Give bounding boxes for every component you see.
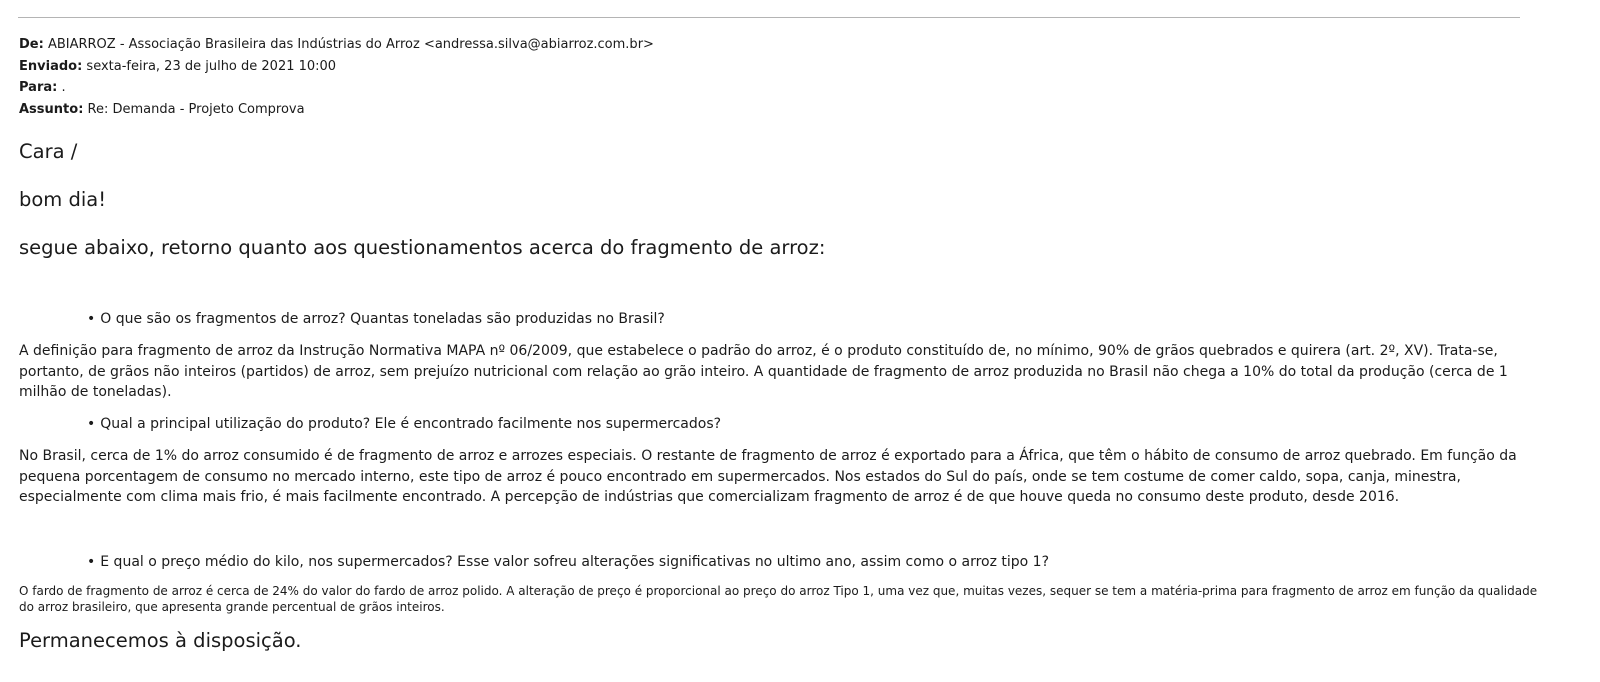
greeting: Cara / — [19, 140, 78, 163]
sent-label: Enviado: — [19, 58, 83, 74]
bullet-icon: • — [87, 311, 96, 327]
answer-2: No Brasil, cerca de 1% do arroz consumido é de fragmento de arroz e arrozes especiais. O restante de fragmento de arroz é exportado para a África, que têm o hábito de consumo de arroz quebrado. Em função da pequena porcentagem de consumo no mercado interno, este tipo de arroz é pouco encontrado em supermercados. Nos estados do Sul do país, onde se tem costume de comer caldo, sopa, canja, minestra, especialmente com clima mais frio, é mais facilmente encontrado. A percepção de indústrias que comercializam fragmento de arroz é de que houve queda no consumo deste produto, desde 2016. — [19, 448, 1517, 505]
intro-text: segue abaixo, retorno quanto aos questionamentos acerca do fragmento de arroz: — [19, 236, 826, 259]
answer-1: A definição para fragmento de arroz da Instrução Normativa MAPA nº 06/2009, que estabelece o padrão do arroz, é o produto constituído de, no mínimo, 90% de grãos quebrados e quirera (art. 2º, XV). Trata-se, portanto, de grãos não inteiros (partidos) de arroz, sem prejuízo nutricional com relação ao grão inteiro. A quantidade de fragmento de arroz produzida no Brasil não chega a 10% do total da produção (cerca de 1 milhão de toneladas). — [19, 343, 1508, 400]
header-divider — [18, 17, 1520, 18]
subject-value: Re: Demanda - Projeto Comprova — [87, 101, 305, 117]
from-line — [19, 34, 654, 56]
bullet-icon: • — [87, 416, 96, 432]
question-1 — [87, 309, 665, 329]
bullet-icon: • — [87, 554, 96, 570]
sent-value: sexta-feira, 23 de julho de 2021 10:00 — [86, 58, 337, 74]
to-label: Para: — [19, 80, 58, 95]
question-2 — [87, 414, 721, 434]
to-value: . — [61, 80, 66, 95]
sent-line — [19, 56, 654, 78]
subject-label: Assunto: — [19, 101, 84, 117]
email-header — [19, 34, 654, 120]
question-1-text: O que são os fragmentos de arroz? Quantas toneladas são produzidas no Brasil? — [100, 311, 665, 327]
subject-line — [19, 99, 654, 121]
from-label: De: — [19, 37, 44, 52]
from-value: ABIARROZ - Associação Brasileira das Indústrias do Arroz <andressa.silva@abiarroz.com.br> — [47, 37, 654, 52]
salutation: bom dia! — [19, 188, 107, 211]
closing-text: Permanecemos à disposição. — [19, 629, 302, 652]
question-3 — [87, 552, 1049, 572]
answer-3: O fardo de fragmento de arroz é cerca de 24% do valor do fardo de arroz polido. A alteração de preço é proporcional ao preço do arroz Tipo 1, uma vez que, muitas vezes, sequer se tem a matéria-prima para fragmento de arroz em função da qualidade do arroz brasileiro, que apresenta grande percentual de grãos inteiros. — [19, 584, 1538, 614]
question-2-text: Qual a principal utilização do produto? Ele é encontrado facilmente nos supermercados? — [100, 416, 722, 432]
to-line — [19, 77, 654, 99]
question-3-text: E qual o preço médio do kilo, nos supermercados? Esse valor sofreu alterações significativas no ultimo ano, assim como o arroz tipo 1? — [100, 554, 1050, 570]
